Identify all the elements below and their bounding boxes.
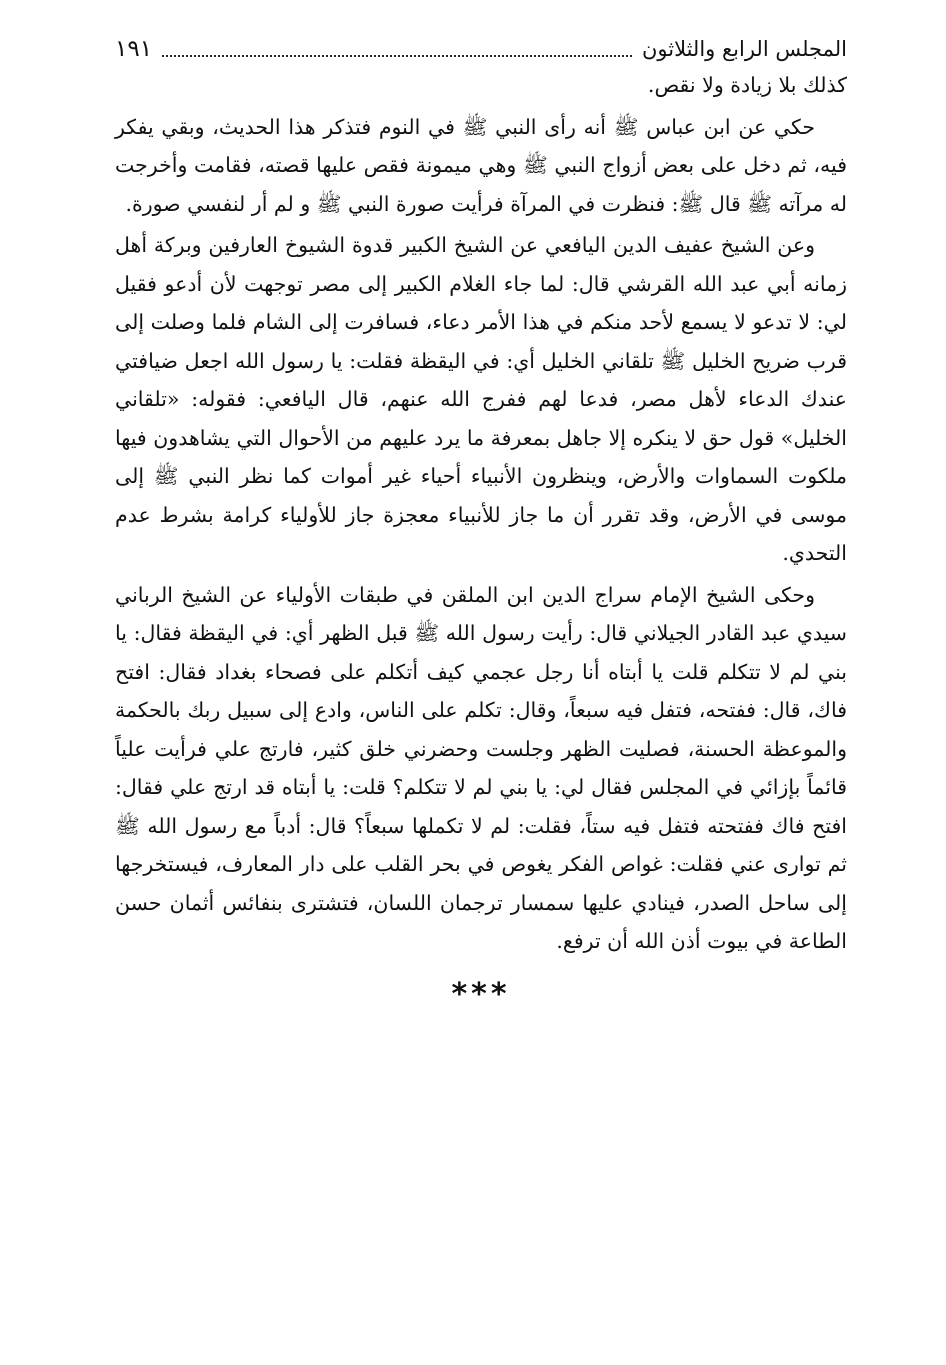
paragraph-yafii: وعن الشيخ عفيف الدين اليافعي عن الشيخ الكبير قدوة الشيوخ العارفين وبركة أهل زمانه أبي عبد الله القرشي قال: لما جاء الغلام الكبير إلى مصر توجهت لأن أدعو فقيل لي: لا تدعو لا يسمع لأحد منكم في هذا الأمر دعاء، فسافرت إلى الشام فلما وصلت إلى قرب ضريح الخليل ﷺ تلقاني الخليل أي: في اليقظة فقلت: يا رسول الله اجعل ضيافتي عندك الدعاء لأهل مصر، فدعا لهم ففرج الله عنهم، قال اليافعي: فقوله: «تلقاني الخليل» قول حق لا ينكره إلا جاهل بمعرفة ما يرد عليهم من الأحوال التي يشاهدون فيها ملكوت السماوات والأرض، وينظرون الأنبياء أحياء غير أموات كما نظر النبي ﷺ إلى موسى في الأرض، وقد تقرر أن ما جاز للأنبياء معجزة جاز للأولياء كرامة بشرط عدم التحدي. bbox=[115, 233, 847, 565]
running-header bbox=[115, 32, 847, 66]
page-number: ١٩١ bbox=[115, 36, 153, 62]
section-separator: *** bbox=[451, 976, 511, 1012]
paragraph-continuation: كذلك بلا زيادة ولا نقص. bbox=[647, 73, 847, 97]
chapter-title: المجلس الرابع والثلاثون bbox=[641, 37, 847, 61]
paragraph-jilani: وحكى الشيخ الإمام سراج الدين ابن الملقن في طبقات الأولياء عن الشيخ الرباني سيدي عبد القادر الجيلاني قال: رأيت رسول الله ﷺ قبل الظهر أي: في اليقظة فقال: يا بني لم لا تتكلم قلت يا أبتاه أنا رجل عجمي كيف أتكلم على فصحاء بغداد فقال: افتح فاك، قال: ففتحه، فتفل فيه سبعاً، وقال: تكلم على الناس، وادع إلى سبيل ربك بالحكمة والموعظة الحسنة، فصليت الظهر وجلست وحضرني خلق كثير، فارتج علي فرأيت علياً قائماً بإزائي في المجلس فقال لي: يا بني لم لا تتكلم؟ قلت: يا أبتاه قد ارتج علي فقال: افتح فاك ففتحته فتفل فيه ستاً، فقلت: لم لا تكملها سبعاً؟ قال: أدباً مع رسول الله ﷺ ثم توارى عني فقلت: غواص الفكر يغوص في بحر القلب على دار المعارف، فيستخرجها إلى ساحل الصدر، فينادي عليها سمسار ترجمان اللسان، فتشترى بنفائس أثمان حسن الطاعة في بيوت أذن الله أن ترفع. bbox=[115, 582, 847, 953]
paragraph-ibn-abbas: حكي عن ابن عباس ﷺ أنه رأى النبي ﷺ في النوم فتذكر هذا الحديث، وبقي يفكر فيه، ثم دخل على بعض أزواج النبي ﷺ وهي ميمونة فقص عليها قصته، فقامت وأخرجت له مرآته ﷺ قال ﷺ: فنظرت في المرآة فرأيت صورة النبي ﷺ و لم أر لنفسي صورة. bbox=[115, 114, 847, 216]
header-dotted-leader bbox=[162, 55, 632, 57]
book-page bbox=[115, 32, 847, 1015]
body-text bbox=[115, 66, 847, 961]
